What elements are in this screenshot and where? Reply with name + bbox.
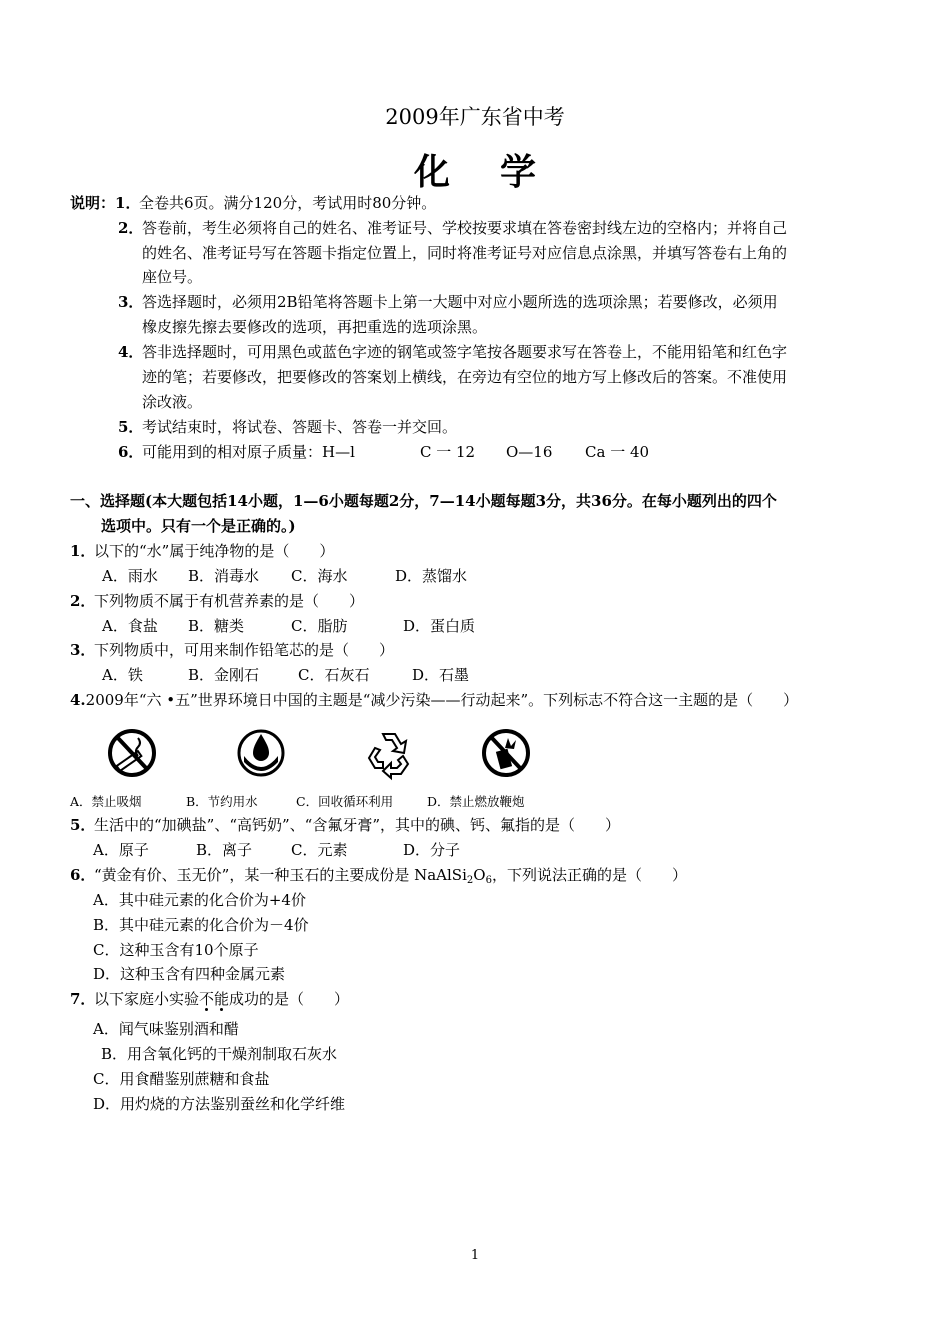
q5-option-c: C．元素 — [291, 841, 348, 859]
notes-item-5: 5．考试结束时，将试卷、答题卡、答卷一并交回。 — [118, 418, 458, 436]
q5-option-a: A．原子 — [93, 841, 149, 859]
question-1: 1．以下的“水”属于纯净物的是（ ） — [70, 542, 335, 560]
q2-option-d: D．蛋白质 — [403, 617, 476, 635]
section1-heading-line2: 选项中。只有一个是正确的。) — [101, 517, 296, 535]
no-fireworks-icon — [478, 722, 534, 784]
question-7: 7．以下家庭小实验不能成功的是（ ） — [70, 990, 350, 1008]
notes-item-1: 说明：1．全卷共6页。满分120分，考试用时80分钟。 — [70, 194, 437, 212]
q1-option-b: B．消毒水 — [188, 567, 260, 585]
q3-option-b: B．金刚石 — [188, 666, 260, 684]
q4-caption-c: C．回收循环利用 — [296, 794, 394, 809]
subject-title: 化学 — [413, 151, 586, 193]
q2-option-b: B．糖类 — [188, 617, 245, 635]
notes-item-4-line3: 涂改液。 — [142, 393, 203, 411]
mass-ca: Ca 一 40 — [585, 443, 650, 461]
q4-caption-b: B．节约用水 — [186, 794, 258, 809]
question-6: 6．“黄金有价、玉无价”，某一种玉石的主要成份是 $NaAlSi_2O_6$，下列说法正确的是（ ） — [70, 866, 687, 886]
q7-option-b: B．用含氧化钙的干燥剂制取石灰水 — [101, 1045, 338, 1063]
notes-label: 说明： — [70, 194, 116, 212]
q6-option-a: A．其中硅元素的化合价为+4价 — [93, 891, 306, 909]
q1-option-d: D．蒸馏水 — [395, 567, 468, 585]
mass-o: O—16 — [506, 443, 553, 461]
question-4: 4.2009年“六 •五”世界环境日中国的主题是“减少污染——行动起来”。下列标志不符合这一主题的是（ ） — [70, 691, 799, 709]
water-saving-icon — [233, 722, 289, 784]
question-5: 5．生活中的“加碘盐”、“高钙奶”、“含氟牙膏”，其中的碘、钙、氟指的是（ ） — [70, 816, 621, 834]
notes-item-3-line2: 橡皮擦先擦去要修改的选项，再把重选的选项涂黑。 — [142, 318, 488, 336]
q3-option-d: D．石墨 — [412, 666, 470, 684]
notes-item-3: 3．答选择题时，必须用2B铅笔将答题卡上第一大题中对应小题所选的选项涂黑；若要修改，必须用 — [118, 293, 778, 311]
mass-c: C 一 12 — [420, 443, 476, 461]
notes-item-2-line3: 座位号。 — [142, 268, 203, 286]
q3-option-c: C．石灰石 — [298, 666, 370, 684]
q5-option-d: D．分子 — [403, 841, 461, 859]
q4-caption-d: D．禁止燃放鞭炮 — [427, 794, 525, 809]
q3-option-a: A．铁 — [102, 666, 143, 684]
no-smoking-icon — [104, 722, 160, 784]
notes-item-2: 2．答卷前，考生必须将自己的姓名、准考证号、学校按要求填在答卷密封线左边的空格内；并将自己 — [118, 219, 788, 237]
q5-option-b: B．离子 — [196, 841, 253, 859]
section1-heading: 一、选择题(本大题包括14小题，1—6小题每题2分，7—14小题每题3分，共36分。在每小题列出的四个 — [70, 492, 777, 510]
exam-title: 2009年广东省中考 — [385, 105, 565, 129]
q6-option-c: C．这种玉含有10个原子 — [93, 941, 259, 959]
q1-option-a: A．雨水 — [102, 567, 158, 585]
q7-option-d: D．用灼烧的方法鉴别蚕丝和化学纤维 — [93, 1095, 346, 1113]
q1-option-c: C．海水 — [291, 567, 348, 585]
q2-option-c: C．脂肪 — [291, 617, 348, 635]
question-2: 2．下列物质不属于有机营养素的是（ ） — [70, 592, 365, 610]
q6-option-b: B．其中硅元素的化合价为－4价 — [93, 916, 309, 934]
notes-item-2-line2: 的姓名、准考证号写在答题卡指定位置上，同时将准考证号对应信息点涂黑，并填写答卷右上角的 — [142, 244, 788, 262]
notes-item-4: 4．答非选择题时，可用黑色或蓝色字迹的钢笔或签字笔按各题要求写在答卷上，不能用铅笔和红色字 — [118, 343, 788, 361]
q7-option-a: A．闻气味鉴别酒和醋 — [93, 1020, 239, 1038]
q2-option-a: A．食盐 — [102, 617, 158, 635]
q7-option-c: C．用食醋鉴别蔗糖和食盐 — [93, 1070, 270, 1088]
notes-item-4-line2: 迹的笔；若要修改，把要修改的答案划上横线，在旁边有空位的地方写上修改后的答案。不准使用 — [142, 368, 788, 386]
page-number: 1 — [470, 1248, 480, 1263]
recycle-icon — [361, 722, 417, 784]
q4-caption-a: A．禁止吸烟 — [70, 794, 142, 809]
emphasis-not: 不 — [199, 990, 215, 1008]
notes-item-6: 6．可能用到的相对原子质量：H—l — [118, 443, 355, 461]
q6-option-d: D．这种玉含有四种金属元素 — [93, 965, 286, 983]
emphasis-can: 能 — [214, 990, 230, 1008]
question-3: 3．下列物质中，可用来制作铅笔芯的是（ ） — [70, 641, 395, 659]
